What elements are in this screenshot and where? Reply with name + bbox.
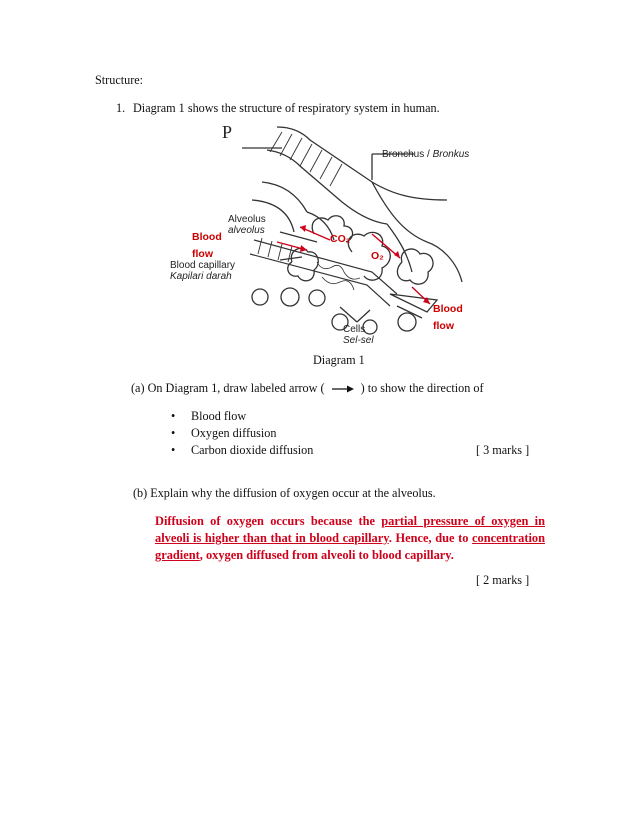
label-alveolus-en: Alveolus <box>228 214 266 225</box>
label-bronchus <box>382 149 469 160</box>
label-cells-en: Cells <box>343 324 366 335</box>
answer-text-1: Diffusion of oxygen occurs because the <box>155 514 382 528</box>
part-b-question: (b) Explain why the diffusion of oxygen occur at the alveolus. <box>133 486 436 500</box>
label-alveolus <box>228 214 266 236</box>
red-label-o2: O₂ <box>371 250 384 262</box>
red-label-blood-flow-right-1: Blood <box>433 303 463 315</box>
red-label-blood-flow-left-2: flow <box>192 248 213 260</box>
arrow-icon <box>331 384 355 394</box>
question-text: Diagram 1 shows the structure of respiratory system in human. <box>133 101 440 115</box>
label-bronchus-my: Bronkus <box>432 149 470 160</box>
red-label-blood-flow-right-2: flow <box>433 320 454 332</box>
label-cells-my: Sel-sel <box>343 335 374 346</box>
bullet-item: • Blood flow <box>171 409 313 426</box>
red-label-co2: CO₂ <box>330 233 351 245</box>
label-capillary-my: Kapilari darah <box>170 271 232 282</box>
bullet-item: • Carbon dioxide diffusion <box>171 443 313 460</box>
answer-underline-2: concentration gradient <box>155 531 545 562</box>
question-number: 1. <box>116 101 126 115</box>
bullet-item: • Oxygen diffusion <box>171 426 313 443</box>
part-a-marks: [ 3 marks ] <box>476 443 530 457</box>
label-alveolus-my: alveolus <box>228 225 265 236</box>
label-capillary-en: Blood capillary <box>170 260 236 271</box>
part-b-marks: [ 2 marks ] <box>476 573 530 587</box>
answer-underline-1: partial pressure of oxygen in alveoli is higher than that in blood capillary <box>155 514 545 545</box>
label-p: P <box>222 122 233 142</box>
red-label-blood-flow-left <box>192 231 222 261</box>
label-cells <box>343 324 374 346</box>
answer-text-2: . Hence, due to <box>388 531 473 545</box>
red-label-blood-flow-left-1: Blood <box>192 231 222 243</box>
answer-text-3: , oxygen diffused from alveoli to blood capillary. <box>199 548 454 562</box>
label-bronchus-en: Bronchus / <box>382 149 430 160</box>
part-b-answer <box>155 513 545 564</box>
diagram-caption: Diagram 1 <box>313 353 365 367</box>
red-label-blood-flow-right <box>433 303 463 333</box>
part-a-prefix: (a) On Diagram 1, draw labeled arrow ( <box>131 381 325 395</box>
part-a-bullets <box>171 409 313 460</box>
label-capillary <box>170 260 235 282</box>
part-a-suffix: ) to show the direction of <box>360 381 484 395</box>
section-label: Structure: <box>95 73 144 87</box>
part-a-question <box>131 381 484 396</box>
